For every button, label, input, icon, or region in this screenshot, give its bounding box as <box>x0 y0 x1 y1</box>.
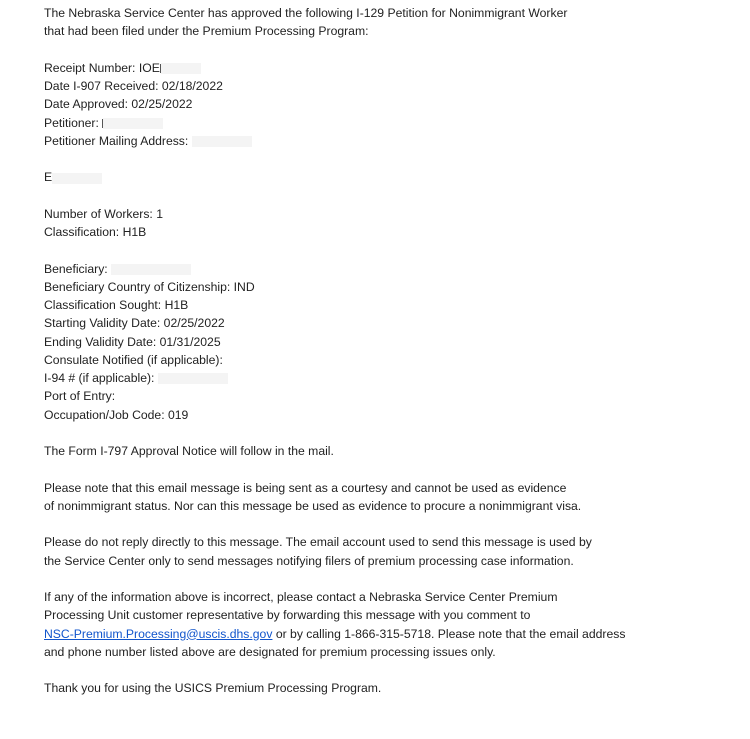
mailing-address-label: Petitioner Mailing Address: <box>44 133 189 148</box>
number-of-workers: Number of Workers: 1 <box>44 206 163 221</box>
intro-line-2: that had been filed under the Premium Processing Program: <box>44 24 369 39</box>
occupation-code: Occupation/Job Code: 019 <box>44 407 189 422</box>
approval-notice-mail: The Form I-797 Approval Notice will follow in the mail. <box>44 444 334 458</box>
classification-sought: Classification Sought: H1B <box>44 298 189 312</box>
i94-label: I-94 # (if applicable): <box>44 371 155 385</box>
date-approved: Date Approved: 02/25/2022 <box>44 97 193 112</box>
date-received: Date I-907 Received: 02/18/2022 <box>44 79 223 93</box>
redacted-petitioner <box>103 118 163 129</box>
spacer <box>44 241 734 259</box>
starting-validity-date: Starting Validity Date: 02/25/2022 <box>44 316 225 331</box>
beneficiary-line <box>44 260 734 278</box>
spacer <box>44 460 734 478</box>
premium-processing-email-link[interactable]: NSC-Premium.Processing@uscis.dhs.gov <box>44 626 273 641</box>
receipt-number-label: Receipt Number: IOE <box>44 60 160 75</box>
no-reply-line-2: the Service Center only to send messages notifying filers of premium processing case information. <box>44 553 574 568</box>
spacer <box>44 661 734 679</box>
redacted-receipt-number <box>161 63 201 74</box>
spacer <box>44 150 734 168</box>
no-reply-line-1: Please do not reply directly to this message. The email account used to send this message is used by <box>44 535 592 550</box>
contact-line-3 <box>44 625 734 643</box>
contact-line-1: If any of the information above is incorrect, please contact a Nebraska Service Center Premium <box>44 590 558 604</box>
contact-line-2: Processing Unit customer representative by forwarding this message with you comment to <box>44 608 531 623</box>
port-of-entry: Port of Entry: <box>44 389 116 404</box>
closing-thanks: Thank you for using the USICS Premium Processing Program. <box>44 681 382 696</box>
courtesy-line-2: of nonimmigrant status. Nor can this message be used as evidence to procure a nonimmigrant visa. <box>44 498 582 513</box>
spacer <box>44 41 734 59</box>
redacted-i94 <box>158 373 228 384</box>
petitioner-line <box>44 114 734 132</box>
courtesy-line-1: Please note that this email message is being sent as a courtesy and cannot be used as evidence <box>44 480 567 495</box>
i94-line <box>44 369 734 387</box>
receipt-number-line <box>44 59 734 77</box>
email-body <box>44 4 734 698</box>
classification: Classification: H1B <box>44 225 147 239</box>
address-fragment: E <box>44 170 53 185</box>
redacted-address <box>52 173 102 184</box>
spacer <box>44 515 734 533</box>
redacted-mailing-address <box>192 136 252 147</box>
spacer <box>44 570 734 588</box>
spacer <box>44 424 734 442</box>
spacer <box>44 187 734 205</box>
address-fragment-line <box>44 168 734 186</box>
contact-line-4: and phone number listed above are designated for premium processing issues only. <box>44 644 496 659</box>
petitioner-label: Petitioner: <box>44 115 99 130</box>
consulate-notified: Consulate Notified (if applicable): <box>44 352 223 367</box>
ending-validity-date: Ending Validity Date: 01/31/2025 <box>44 334 221 349</box>
contact-line-3-text: or by calling 1-866-315-5718. Please note that the email address <box>272 626 626 641</box>
beneficiary-label: Beneficiary: <box>44 261 108 276</box>
mailing-address-line <box>44 132 734 150</box>
intro-line-1: The Nebraska Service Center has approved the following I-129 Petition for Nonimmigrant Worker <box>44 6 568 20</box>
beneficiary-country: Beneficiary Country of Citizenship: IND <box>44 279 255 294</box>
redacted-beneficiary <box>111 264 191 275</box>
